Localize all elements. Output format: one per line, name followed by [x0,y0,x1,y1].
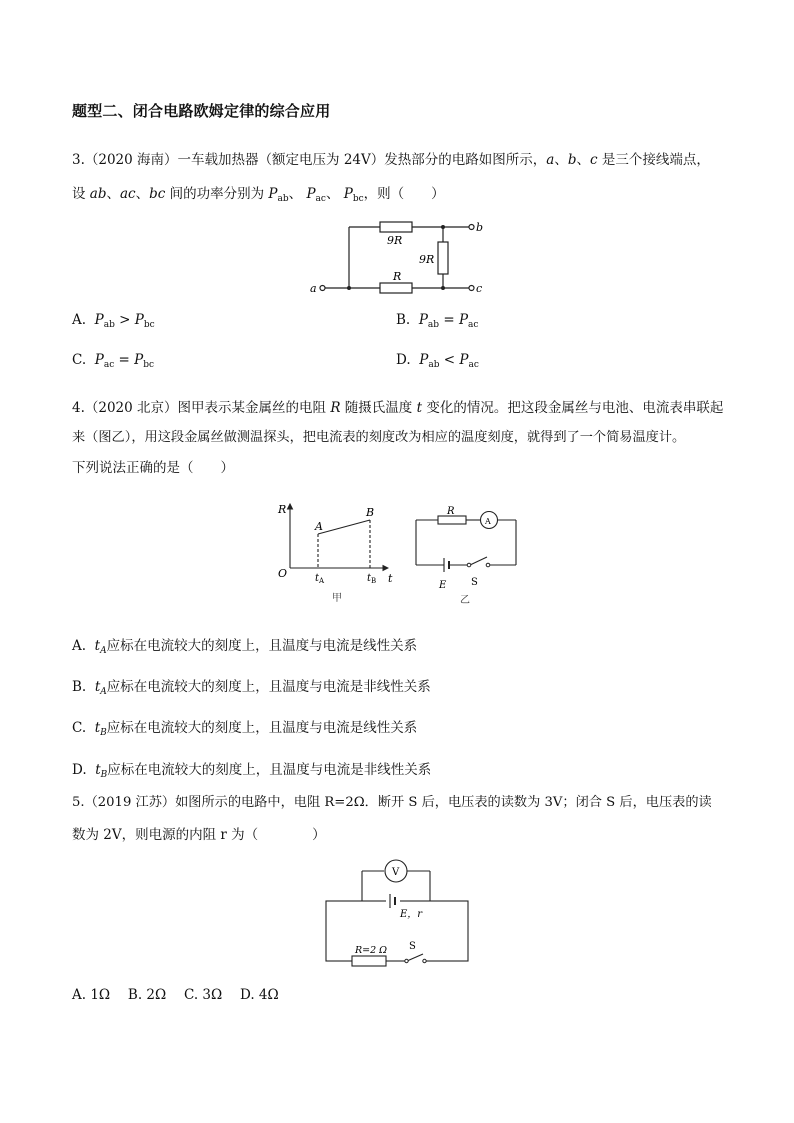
q3-node-a: a [546,152,555,168]
option-operator: < [443,352,456,368]
q4-stem-line1 [72,398,723,418]
q3-stem-line2 [72,184,445,209]
option-symbol: P [94,312,104,328]
option-symbol: t [94,720,101,736]
q3-pair-ab: ab [89,186,107,202]
q3-sep: 、 [106,186,120,202]
option-symbol: P [418,312,428,328]
q3-power-symbol: P [306,186,316,202]
q3-junction [441,286,445,290]
option-symbol: t [94,679,101,695]
q3-option-d[interactable] [396,352,479,370]
option-symbol: P [458,312,469,328]
q3-power-sub: ac [315,194,326,204]
q3-label-9r-top: 9R [387,234,403,247]
q3-junction [441,225,445,229]
q5-voltmeter-label: V [392,867,400,878]
q5-resistor [352,956,386,966]
option-symbol: t [94,638,101,654]
q3-stem-line1 [72,150,710,170]
option-label: C. [72,720,87,736]
q4-option-b[interactable] [72,675,431,697]
q4-stem-text-2: 随摄氏温度 [340,400,417,416]
option-label: B. [72,679,87,695]
q3-option-c[interactable] [72,352,154,370]
option-sub: ab [103,320,115,330]
option-label: D. [396,352,411,368]
q3-stem-text-3: 设 [72,186,90,202]
q3-sep: 、 [325,186,340,202]
q4-circuit-ammeter-label: A [485,517,491,526]
q3-stem-text-2: 是三个接线端点， [597,152,710,168]
q5-resistor-label: R=2 Ω [355,945,388,956]
q3-pair-bc: bc [149,186,166,202]
q5-source-label: E，r [400,909,423,920]
option-sub: A [100,646,107,656]
q4-graph-tick-b: $t_B$ [367,573,377,585]
option-label: C. [72,352,87,368]
q3-sep: 、 [288,186,303,202]
option-symbol: P [459,352,469,368]
q3-node-b: b [567,152,577,168]
option-sub: ac [103,360,115,370]
option-text: 应标在电流较大的刻度上，且温度与电流是线性关系 [106,638,418,654]
q4-stem-line3: 下列说法正确的是（ ） [72,460,234,476]
option-sub: ac [468,360,479,370]
q3-stem-text-4: 间的功率分别为 [165,186,269,202]
q4-stem-text-3: 变化的情况。把这段金属丝与电池、电流表串联起 [422,400,724,416]
q3-stem-text-1: 3.（2020 海南）一车载加热器（额定电压为 24V）发热部分的电路如图所示， [72,152,547,168]
q4-var-r: R [330,400,341,416]
section-title: 题型二、闭合电路欧姆定律的综合应用 [72,102,331,120]
q3-label-b: b [476,221,484,234]
q4-option-a[interactable] [72,634,417,656]
q3-label-9r-mid: 9R [419,253,435,266]
option-sub: ab [427,320,440,330]
q4-graph-point-a: A [315,520,323,533]
q3-pair-ac: ac [120,186,136,202]
q5-outer-loop [326,901,468,961]
q4-stem-line2: 来（图乙），用这段金属丝做测温探头，把电流表的刻度改为相应的温度刻度，就得到了一个简易温度计。 [72,430,686,445]
q4-resistor [438,516,466,524]
q3-terminal-c [469,286,474,291]
option-symbol: P [134,312,144,328]
option-label: D. [72,762,87,778]
q4-var-t: t [416,400,423,416]
q3-power-symbol: P [343,186,353,202]
q4-switch-blade [470,557,487,565]
q5-stem-line2: 数为 2V，则电源的内阻 r 为（ ） [72,827,326,843]
option-symbol: P [134,352,144,368]
option-sub: ac [468,320,479,330]
option-sub: A [100,687,107,697]
q4-circuit-caption: 乙 [460,595,470,605]
q3-terminal-b [469,225,474,230]
option-text: 应标在电流较大的刻度上，且温度与电流是线性关系 [106,720,418,736]
q3-circuit-diagram [305,212,495,302]
option-sub: B [100,770,108,780]
q3-label-a: a [310,282,317,295]
option-sub: bc [143,360,155,370]
q4-resistance-line [318,520,370,534]
q4-circuit-yi [408,505,528,605]
q3-label-c: c [476,282,483,295]
option-sub: B [100,728,107,738]
q3-terminal-a [320,286,325,291]
q4-graph-y-label: R [278,503,287,516]
option-text: 应标在电流较大的刻度上，且温度与电流是非线性关系 [106,679,431,695]
q3-option-a[interactable] [72,312,155,330]
q3-sep: 、 [554,152,568,168]
option-sub: ab [428,360,440,370]
q4-stem-text-1: 4.（2020 北京）图甲表示某金属丝的电阻 [72,400,331,416]
q3-resistor-bottom [380,283,412,293]
q4-circuit-s-label: S [471,577,478,588]
q4-circuit-e-label: E [439,580,447,591]
option-sub: bc [143,320,155,330]
q3-power-symbol: P [268,186,278,202]
q4-graph-tick-a: $t_A$ [315,573,325,585]
option-symbol: P [419,352,429,368]
q3-junction [347,286,351,290]
option-operator: > [119,312,131,328]
option-symbol: P [94,352,104,368]
q4-option-c[interactable] [72,716,417,738]
q5-switch-label: S [409,941,416,952]
q3-sep: 、 [135,186,150,202]
q4-graph-x-label: t [388,572,393,585]
q3-power-sub: bc [352,194,364,204]
q4-circuit-r-label: R [447,506,455,517]
q5-options[interactable]: A. 1Ω B. 2Ω C. 3Ω D. 4Ω [72,987,279,1003]
q4-graph-jia [270,498,400,606]
q3-resistor-top [380,222,412,232]
q5-circuit-diagram [322,855,474,967]
q3-sep: 、 [576,152,590,168]
option-label: B. [396,312,411,328]
option-text: 应标在电流较大的刻度上，且温度与电流是非线性关系 [107,762,432,778]
q3-stem-text-5: ，则（ ） [363,186,445,202]
q4-graph-point-b: B [366,506,375,519]
q3-power-sub: ab [277,194,289,204]
q4-graph-origin: O [278,567,288,580]
option-label: A. [72,638,87,654]
option-operator: = [443,312,455,328]
q4-option-d[interactable] [72,758,431,780]
q3-label-r: R [393,270,402,283]
q3-node-c: c [589,152,598,168]
option-label: A. [72,312,87,328]
option-symbol: t [95,762,101,778]
option-operator: = [118,352,130,368]
q4-graph-caption: 甲 [332,593,342,604]
q5-stem-line1: 5.（2019 江苏）如图所示的电路中，电阻 R=2Ω．断开 S 后，电压表的读数为 3V；闭合 S 后，电压表的读 [72,795,712,810]
q3-option-b[interactable] [396,312,478,330]
q3-resistor-mid [438,242,448,274]
